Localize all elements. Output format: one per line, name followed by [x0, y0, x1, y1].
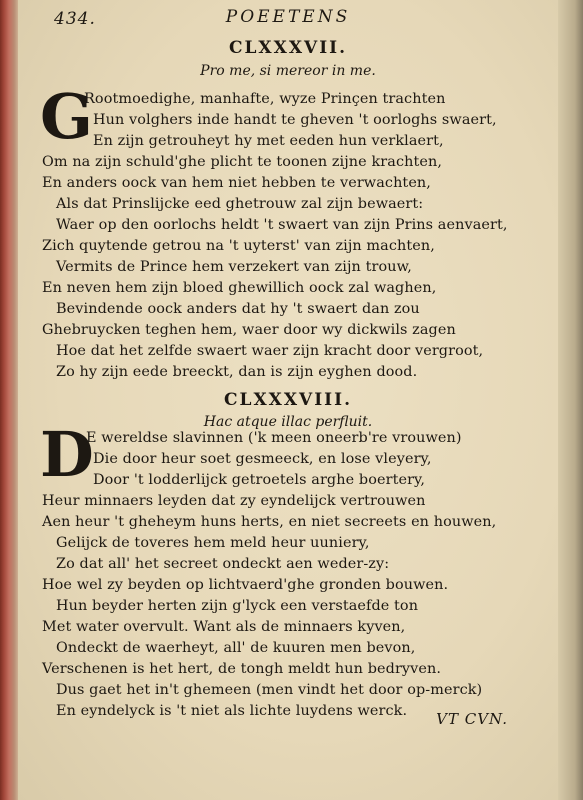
poem-1-line-10: En neven hem zijn bloed ghewillich oock zal waghen,: [42, 280, 437, 296]
poem-2-line-6: Gelijck de toveres hem meld heur uuniery,: [56, 535, 370, 551]
running-title: POEETENS: [225, 7, 351, 27]
poem-1-motto: Pro me, si mereor in me.: [200, 63, 376, 79]
poem-1-line-13: Hoe dat het zelfde swaert waer zijn kracht door vergroot,: [56, 343, 484, 359]
poem-1-line-5: En anders oock van hem niet hebben te verwachten,: [42, 175, 431, 191]
poem-2-line-12: Verschenen is het hert, de tongh meldt hun bedryven.: [42, 661, 442, 677]
poem-1-line-11: Bevindende oock anders dat hy 't swaert dan zou: [56, 301, 420, 317]
poem-2-line-9: Hun beyder herten zijn g'lyck een verstaefde ton: [56, 598, 419, 614]
poem-2-line-5: Aen heur 't gheheym huns herts, en niet secreets en houwen,: [42, 514, 497, 530]
poem-2-numeral: CLXXXVIII.: [223, 390, 353, 410]
poem-1-line-3: En zijn getrouheyt hy met eeden hun verklaert,: [93, 133, 444, 149]
poem-1-line-6: Als dat Prinslijcke eed ghetrouw zal zijn bewaert:: [56, 196, 424, 212]
book-page: [18, 0, 558, 800]
poem-1-line-1: Rootmoedighe, manhafte, wyze Prinçen trachten: [84, 91, 446, 107]
poem-1-line-9: Vermits de Prince hem verzekert van zijn trouw,: [56, 259, 412, 275]
poem-1-line-14: Zo hy zijn eede breeckt, dan is zijn eyghen dood.: [56, 364, 418, 380]
bleed-through-shadow: [530, 90, 558, 730]
poem-2-line-7: Zo dat all' het secreet ondeckt aen weder-zy:: [56, 556, 390, 572]
poem-2-line-14: En eyndelyck is 't niet als lichte luydens werck.: [56, 703, 408, 719]
poem-1-line-2: Hun volghers inde handt te gheven 't oorloghs swaert,: [93, 112, 497, 128]
poem-1-line-7: Waer op den oorlochs heldt 't swaert van zijn Prins aenvaert,: [56, 217, 508, 233]
poem-2-line-4: Heur minnaers leyden dat zy eyndelijck vertrouwen: [42, 493, 426, 509]
poem-1-line-4: Om na zijn schuld'ghe plicht te toonen zijne krachten,: [42, 154, 443, 170]
poem-2-line-11: Ondeckt de waerheyt, all' de kuuren men bevon,: [56, 640, 416, 656]
poem-2-drop-cap: D: [40, 418, 94, 491]
signature-catchword: VT CVN.: [436, 710, 508, 728]
poem-1-numeral: CLXXXVII.: [228, 38, 348, 58]
poem-2-line-10: Met water overvult. Want als de minnaers kyven,: [42, 619, 406, 635]
poem-2-line-1: E wereldse slavinnen ('k meen oneerb're vrouwen): [86, 430, 462, 446]
poem-1-line-8: Zich quytende getrou na 't uyterst' van zijn machten,: [42, 238, 435, 254]
page-number: 434.: [54, 9, 96, 29]
poem-2-line-2: Die door heur soet gesmeeck, en lose vleyery,: [93, 451, 432, 467]
poem-2-line-8: Hoe wel zy beyden op lichtvaerd'ghe gronden bouwen.: [42, 577, 449, 593]
poem-2-line-3: Door 't lodderlijck getroetels arghe boertery,: [93, 472, 426, 488]
poem-2-motto: Hac atque illac perfluit.: [203, 414, 373, 430]
poem-2-line-13: Dus gaet het in't ghemeen (men vindt het door op-merck): [56, 682, 483, 698]
poem-1-line-12: Ghebruycken teghen hem, waer door wy dickwils zagen: [42, 322, 456, 338]
poem-1-drop-cap: G: [40, 80, 93, 153]
